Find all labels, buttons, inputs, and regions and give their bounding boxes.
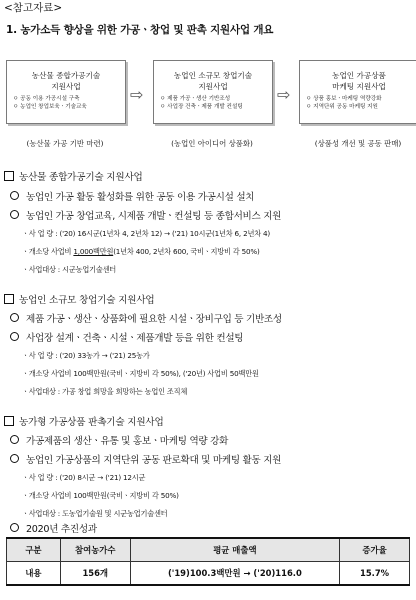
right-arrow-icon: ⇨ <box>130 85 144 104</box>
circle-bullet-icon <box>10 191 19 200</box>
detail-item: ㆍ사 업 량 : ('20) 16시군(1년차 4, 2년차 12) → ('21) 10시군(1년차 6, 2년차 4) <box>22 229 271 238</box>
table-cell: 15.7% <box>340 562 410 586</box>
detail-item: ㆍ개소당 사업비 1,000백만원(1년차 400, 2년차 600, 국비ㆍ지방비 각 50%) <box>22 247 260 256</box>
bullet-item: 가공제품의 생산ㆍ유통 및 홍보ㆍ마케팅 역량 강화 <box>10 433 228 447</box>
flow-box-title: 지원사업 <box>198 82 228 91</box>
circle-bullet-icon <box>10 454 19 463</box>
detail-item: ㆍ사 업 량 : ('20) 33농가 → ('21) 25농가 <box>22 351 150 360</box>
square-bullet-icon <box>4 294 14 304</box>
table-header-cell: 증가율 <box>340 538 410 562</box>
detail-item: ㆍ사 업 량 : ('20) 8시군 → ('21) 12시군 <box>22 473 146 482</box>
detail-item: ㆍ사업대상 : 도농업기술원 및 시군농업기술센터 <box>22 509 168 518</box>
table-cell: 156개 <box>60 562 130 586</box>
detail-item: ㆍ개소당 사업비 100백만원(국비ㆍ지방비 각 50%), ('20년) 사업비 50백만원 <box>22 369 259 378</box>
table-header-cell: 참여농가수 <box>60 538 130 562</box>
flow-box-item: ㅇ 농업인 창업보육ㆍ기술교육 <box>13 104 87 110</box>
circle-bullet-icon <box>10 332 19 341</box>
detail-item: ㆍ사업대상 : 시군농업기술센터 <box>22 265 117 274</box>
flow-caption: (농산물 가공 기반 마련) <box>26 139 104 148</box>
flow-caption: (상품성 개선 및 공동 판매) <box>314 139 402 148</box>
flow-caption: (농업인 아이디어 상품화) <box>171 139 253 148</box>
circle-bullet-icon <box>10 523 19 532</box>
flow-box-item: ㅇ 사업장 건축ㆍ제품 개발 컨설팅 <box>160 104 243 110</box>
table-header-cell: 평균 매출액 <box>130 538 339 562</box>
table-cell: 내용 <box>7 562 61 586</box>
flow-box-startup-tech <box>153 60 273 124</box>
circle-bullet-icon <box>10 435 19 444</box>
bullet-item: 제품 가공ㆍ생산ㆍ상품화에 필요한 시설ㆍ장비구입 등 기반조성 <box>10 311 282 325</box>
flow-box-title: 농업인 가공상품 <box>332 71 386 80</box>
right-arrow-icon: ⇨ <box>277 85 291 104</box>
bullet-item: 농업인 가공 활동 활성화를 위한 공동 이용 가공시설 설치 <box>10 189 254 203</box>
flow-box-title: 지원사업 <box>51 82 81 91</box>
reference-label: <참고자료> <box>4 2 63 14</box>
flow-box-marketing <box>299 60 416 124</box>
table-header-cell: 구분 <box>7 538 61 562</box>
flow-box-processing-tech <box>6 60 126 124</box>
flow-box-title: 농업인 소규모 창업기술 <box>173 71 253 80</box>
table-header-row <box>7 538 410 562</box>
program-flow-diagram <box>0 52 416 152</box>
square-bullet-icon <box>4 416 14 426</box>
circle-bullet-icon <box>10 210 19 219</box>
bullet-item: 농업인 가공 창업교육, 시제품 개발ㆍ컨설팅 등 종합서비스 지원 <box>10 208 281 222</box>
table-row <box>7 562 410 586</box>
page-title: 1. 농가소득 향상을 위한 가공ㆍ창업 및 판촉 지원사업 개요 <box>6 24 274 36</box>
section-heading: 농가형 가공상품 판촉기술 지원사업 <box>4 414 164 428</box>
flow-box-item: ㅇ 제품 가공ㆍ생산 기반조성 <box>160 96 231 102</box>
results-table <box>6 537 410 586</box>
flow-box-title: 농산물 종합가공기술 <box>31 71 101 80</box>
flow-box-title: 마케팅 지원사업 <box>332 82 386 91</box>
bullet-item: 2020년 추진성과 <box>10 521 97 535</box>
bullet-item: 농업인 가공상품의 지역단위 공동 판로확대 및 마케팅 활동 지원 <box>10 452 281 466</box>
square-bullet-icon <box>4 171 14 181</box>
section-heading: 농산물 종합가공기술 지원사업 <box>4 169 143 183</box>
flow-box-item: ㅇ 공동 이용 가공시설 구축 <box>13 96 80 102</box>
table-cell: ('19)100.3백만원 → ('20)116.0 <box>130 562 339 586</box>
section-heading: 농업인 소규모 창업기술 지원사업 <box>4 292 155 306</box>
flow-box-item: ㅇ 지역단위 공동 마케팅 지원 <box>306 104 378 110</box>
detail-item: ㆍ개소당 사업비 100백만원(국비ㆍ지방비 각 50%) <box>22 491 179 500</box>
bullet-item: 사업장 설계ㆍ건축ㆍ시설ㆍ제품개발 등을 위한 컨설팅 <box>10 330 243 344</box>
detail-item: ㆍ사업대상 : 가공 창업 희망을 희망하는 농업인 조직체 <box>22 387 188 396</box>
flow-box-item: ㅇ 상품 홍보ㆍ마케팅 역량강화 <box>306 96 382 102</box>
circle-bullet-icon <box>10 313 19 322</box>
